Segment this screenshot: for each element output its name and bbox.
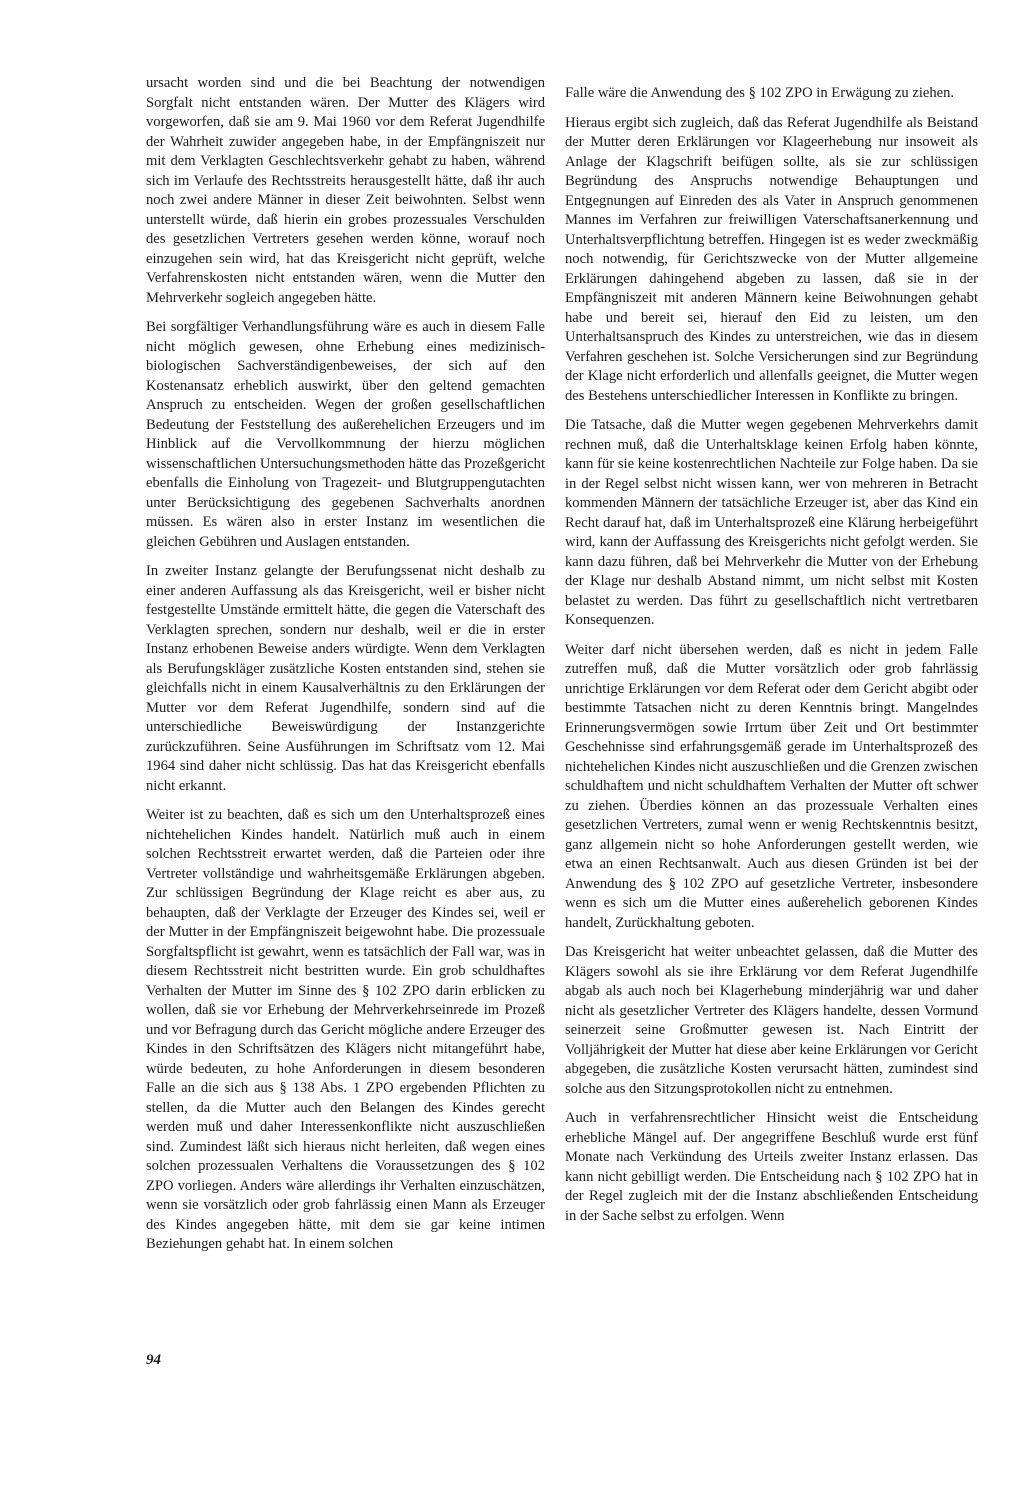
- paragraph: Die Tatsache, daß die Mutter wegen gegebenen Mehrverkehrs damit rechnen muß, daß die Unterhaltsklage keinen Erfolg haben könnte, kann für sie keine kostenrechtlichen Nachteile zur Folge haben. Da sie in der Regel selbst nicht wissen kann, wer von mehreren in Betracht kommenden Männern der tatsächliche Erzeuger ist, aber das Kind ein Recht darauf hat, daß im Unterhaltsprozeß eine Klärung herbeigeführt wird, kann der Auffassung des Kreisgerichts nicht gefolgt werden. Sie kann dazu führen, daß bei Mehrverkehr die Mutter von der Erhebung der Klage nur deshalb Abstand nimmt, um nicht selbst mit Kosten belastet zu werden. Das führt zu gesellschaftlich nicht vertretbaren Konsequenzen.: [565, 417, 978, 628]
- paragraph: In zweiter Instanz gelangte der Berufungssenat nicht deshalb zu einer anderen Auffassung als das Kreisgericht, weil er bisher nicht festgestellte Umstände ermittelt hätte, die gegen die Vaterschaft des Verklagten sprechen, sondern nur deshalb, weil er die in erster Instanz erhobenen Beweise anders würdigte. Wenn dem Verklagten als Berufungskläger zusätzliche Kosten entstanden sind, stehen sie gleichfalls nicht in einem Kausalverhältnis zu den Erklärungen der Mutter vor dem Referat Jugendhilfe, sondern sind auf die unterschiedliche Beweiswürdigung der Instanzgerichte zurückzuführen. Seine Ausführungen im Schriftsatz vom 12. Mai 1964 sind daher nicht schlüssig. Das hat das Kreisgericht ebenfalls nicht erkannt.: [146, 563, 545, 794]
- paragraph: Hieraus ergibt sich zugleich, daß das Referat Jugendhilfe als Beistand der Mutter deren Erklärungen vor Klageerhebung nur insoweit als Anlage der Klagschrift beifügen sollte, als sie zur schlüssigen Begründung des Anspruchs notwendige Behauptungen und Entgegnungen auf Einreden des als Vater in Anspruch genommenen Mannes im Verfahren zur freiwilligen Vaterschaftsanerkennung und Unterhaltsverpflichtung betreffen. Hingegen ist es weder zweckmäßig noch notwendig, für Gerichtszwecke von der Mutter allgemeine Erklärungen dahingehend abgeben zu lassen, daß sie in der Empfängniszeit mit anderen Männern keine Beiwohnungen gehabt habe und bereit sei, hierauf den Eid zu leisten, um den Unterhaltsanspruch des Kindes zu unterstreichen, wie das in diesem Verfahren geschehen ist. Solche Versicherungen sind zur Begründung der Klage nicht erforderlich und allenfalls geeignet, die Mutter wegen des Bestehens unterschiedlicher Interessen in Konflikte zu bringen.: [565, 114, 978, 404]
- paragraph: Weiter ist zu beachten, daß es sich um den Unterhaltsprozeß eines nichtehelichen Kindes handelt. Natürlich muß auch in einem solchen Rechtsstreit erwartet werden, daß die Parteien oder ihre Vertreter vollständige und wahrheitsgemäße Erklärungen abgeben. Zur schlüssigen Begründung der Klage reicht es aber aus, zu behaupten, daß der Verklagte der Erzeuger des Kindes sei, weil er der Mutter in der Empfängniszeit beigewohnt habe. Die prozessuale Sorgfaltspflicht ist gewahrt, wenn es tatsächlich der Fall war, was in diesem Rechtsstreit nicht bestritten wurde. Ein grob schuldhaftes Verhalten der Mutter im Sinne des § 102 ZPO darin erblicken zu wollen, daß sie vor Erhebung der Mehrverkehrseinrede im Prozeß und vor Befragung durch das Gericht mögliche andere Erzeuger des Kindes in den Schriftsätzen des Klägers nicht mitangeführt habe, würde bedeuten, zu hohe Anforderungen in diesem besonderen Falle an die sich aus § 138 Abs. 1 ZPO ergebenden Pflichten zu stellen, da die Mutter auch den Belangen des Kindes gerecht werden muß und daher Interessenkonflikte nicht auszuschließen sind. Zumindest läßt sich hieraus nicht herleiten, daß wegen eines solchen prozessualen Verhaltens die Voraussetzungen des § 102 ZPO vorliegen. Anders wäre allerdings ihr Verhalten einzuschätzen, wenn sie vorsätzlich oder grob fahrlässig einen Mann als Erzeuger des Kindes angegeben hätte, mit dem sie gar keine intimen Beziehungen gehabt hat. In einem solchen: [146, 807, 545, 1252]
- paragraph: Weiter darf nicht übersehen werden, daß es nicht in jedem Falle zutreffen muß, daß die Mutter vorsätzlich oder grob fahrlässig unrichtige Erklärungen vor dem Referat oder dem Gericht abgibt oder bestimmte Tatsachen nicht zu deren Kenntnis bringt. Mangelndes Erinnerungsvermögen sowie Irrtum über Zeit und Ort bestimmter Geschehnisse sind erfahrungsgemäß gerade im Unterhaltsprozeß des nichtehelichen Kindes nicht auszuschließen und die Grenzen zwischen schuldhaftem und nicht schuldhaftem Verhalten der Mutter oft schwer zu ziehen. Überdies können an das prozessuale Verhalten eines gesetzlichen Vertreters, zumal wenn er wenig Rechtskenntnis besitzt, ganz allgemein nicht so hohe Anforderungen gestellt werden, wie etwa an einen Rechtsanwalt. Auch aus diesen Gründen ist bei der Anwendung des § 102 ZPO auf gesetzliche Vertreter, insbesondere wenn es sich um die Mutter eines außerehelich geborenen Kindes handelt, Zurückhaltung geboten.: [565, 641, 978, 931]
- paragraph: Auch in verfahrensrechtlicher Hinsicht weist die Entscheidung erhebliche Mängel auf. Der angegriffene Beschluß wurde erst fünf Monate nach Verkündung des Urteils zweiter Instanz erlassen. Das kann nicht gebilligt werden. Die Entscheidung nach § 102 ZPO hat in der Regel zugleich mit der die Instanz abschließenden Entscheidung in der Sache selbst zu erfolgen. Wenn: [565, 1110, 978, 1224]
- page-number: 94: [146, 1352, 161, 1368]
- right-column: [565, 84, 978, 1236]
- paragraph: ursacht worden sind und die bei Beachtung der notwendigen Sorgfalt nicht entstanden wären. Der Mutter des Klägers wird vorgeworfen, daß sie am 9. Mai 1960 vor dem Referat Jugendhilfe der Wahrheit zuwider angegeben habe, in der Empfängniszeit nur mit dem Verklagten Geschlechtsverkehr gehabt zu haben, während sich im Verlaufe des Rechtsstreits herausgestellt hätte, daß ihr auch noch zwei andere Männer in dieser Zeit beiwohnten. Selbst wenn unterstellt würde, daß hierin ein grobes prozessuales Verschulden des gesetzlichen Vertreters gesehen werden könne, worauf noch einzugehen sein wird, hat das Kreisgericht nicht geprüft, welche Verfahrenskosten nicht entstanden wären, wenn die Mutter den Mehrverkehr sogleich angegeben hätte.: [146, 75, 545, 306]
- paragraph: Das Kreisgericht hat weiter unbeachtet gelassen, daß die Mutter des Klägers sowohl als sie ihre Erklärung vor dem Referat Jugendhilfe abgab als auch noch bei Klagerhebung minderjährig war und daher nicht als gesetzlicher Vertreter des Klägers handelte, dessen Vormund seinerzeit seine Großmutter gewesen ist. Nach Eintritt der Volljährigkeit der Mutter hat diese aber keine Erklärungen vor Gericht abgegeben, die zusätzliche Kosten verursacht hätten, zumindest sind solche aus den Sitzungsprotokollen nicht zu entnehmen.: [565, 944, 978, 1097]
- paragraph: Bei sorgfältiger Verhandlungsführung wäre es auch in diesem Falle nicht möglich gewesen, ohne Erhebung eines medizinisch-biologischen Sachverständigenbeweises, der sich auf den Kostenansatz erheblich auswirkt, über den geltend gemachten Anspruch zu entscheiden. Wegen der großen gesellschaftlichen Bedeutung der Feststellung des außerehelichen Erzeugers und im Hinblick auf die Vervollkommnung der hierzu möglichen wissenschaftlichen Untersuchungsmethoden hätte das Prozeßgericht ebenfalls die Einholung von Tragezeit- und Blutgruppengutachten unter Berücksichtigung des gegebenen Sachverhalts anordnen müssen. Es wären also in erster Instanz im wesentlichen die gleichen Gebühren und Auslagen entstanden.: [146, 319, 545, 550]
- paragraph: Falle wäre die Anwendung des § 102 ZPO in Erwägung zu ziehen.: [565, 85, 955, 101]
- left-column: [146, 74, 545, 1265]
